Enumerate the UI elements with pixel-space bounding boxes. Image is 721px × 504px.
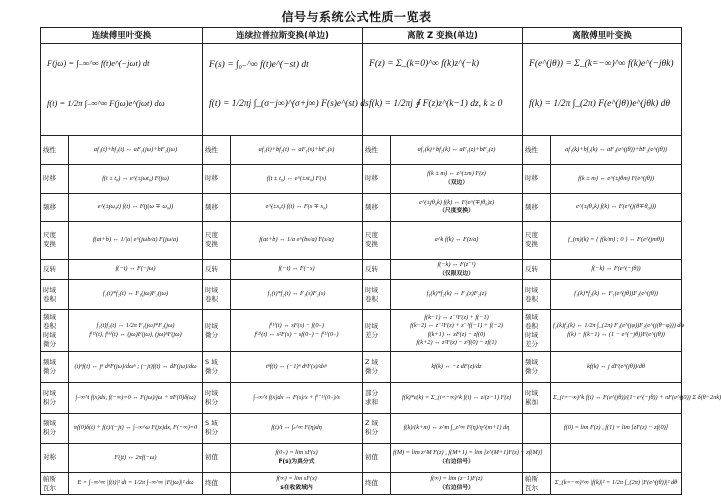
property-name-line: 时域 bbox=[43, 330, 56, 339]
property-name-line: 频移 bbox=[43, 202, 56, 211]
property-name bbox=[523, 443, 551, 473]
property-name bbox=[203, 165, 231, 194]
formula-line: f(k+1) ↔ zF(z) − zf(0) bbox=[427, 330, 486, 338]
property-formula bbox=[69, 165, 203, 194]
property-formula bbox=[231, 259, 363, 280]
property-name-line: 初值 bbox=[365, 453, 379, 462]
formula-line: f(t ± t₀) ↔ e^(±st₀) F(s) bbox=[266, 174, 327, 182]
formula-line: af₁(t)+bf₂(t) ↔ aF₁(jω)+bF₂(jω) bbox=[93, 145, 178, 153]
formula-line: kf(k) ↔ −z dF(z)/dz bbox=[431, 362, 482, 370]
formula-note: （双边） bbox=[444, 179, 469, 186]
formula-line: af₁(k)+bf₂(k) ↔ aF₁(e^(jθ))+bF₂(e^(jθ)) bbox=[565, 145, 667, 153]
header-z-transform: 离散 Z 变换(单边) bbox=[363, 28, 523, 44]
formula-line: πf(0)δ(t) + f(t)/(−jt) ↔ ∫₋∞^ω F(jx)dx, F(−∞)=0 bbox=[73, 423, 198, 431]
property-name-line: 微分 bbox=[205, 330, 219, 339]
property-name bbox=[523, 259, 551, 280]
property-row bbox=[41, 383, 682, 414]
property-name bbox=[363, 352, 391, 383]
property-name bbox=[203, 473, 231, 495]
property-name bbox=[523, 309, 551, 351]
property-formula bbox=[551, 280, 682, 310]
formula-line: Σ_(i=−∞)^k f(i) ↔ F(e^(jθ))/(1−e^(−jθ)) + πF(e^(j0)) Σ δ(θ−2πk) bbox=[553, 393, 721, 401]
property-name-line: 频移 bbox=[205, 202, 219, 211]
property-name-line: 部分 bbox=[365, 388, 379, 397]
formula-line: f(k−2) ↔ z⁻²F(z) + z⁻¹f(−1) + f(−2) bbox=[410, 322, 503, 330]
property-name-line: 卷积 bbox=[525, 294, 539, 303]
property-formula bbox=[231, 473, 363, 495]
property-name bbox=[363, 259, 391, 280]
formula-line: f(at+b) ↔ 1/a e^(bs/a) F(s/a) bbox=[259, 236, 334, 244]
property-formula bbox=[69, 193, 203, 222]
formula-line: f(t)/t ↔ ∫ₛ^∞ F(η)dη bbox=[271, 423, 322, 431]
property-formula bbox=[231, 383, 363, 414]
property-name-line: 频域 bbox=[43, 358, 56, 367]
property-formula bbox=[231, 352, 363, 383]
property-formula bbox=[551, 165, 682, 194]
property-formula bbox=[231, 193, 363, 222]
property-name bbox=[41, 309, 69, 351]
property-formula bbox=[551, 413, 682, 443]
formula-line: f(k−1) ↔ z⁻¹F(z) + f(−1) bbox=[424, 313, 489, 321]
formula-line: f(∞) = lim (z−1)F(z) bbox=[430, 475, 483, 483]
formula-line: f(t ± t₀) ↔ e^(±jωt₀) F(jω) bbox=[102, 174, 169, 182]
property-name-line: 变换 bbox=[525, 240, 539, 249]
property-name-line: 帕斯 bbox=[525, 474, 539, 483]
property-name-line: 时域 bbox=[205, 285, 219, 294]
formula-line: f₁(k)*f₂(k) ↔ F₁(z)F₂(z) bbox=[426, 290, 487, 298]
property-name-line: 尺度 bbox=[365, 231, 379, 240]
property-name bbox=[523, 352, 551, 383]
property-name-line: 积分 bbox=[205, 397, 219, 406]
formula-line: f(−t) ↔ F(−s) bbox=[278, 265, 315, 273]
header-laplace: 连续拉普拉斯变换(单边) bbox=[203, 28, 363, 44]
property-name-line: 时域 bbox=[43, 388, 56, 397]
formula-line: (t)ⁿf(t) ↔ jⁿ dⁿF(jω)/dωⁿ ; (−jt)f(t) ↔ dF(jω)/dω bbox=[74, 362, 197, 370]
formula-line: f(k) − f(k−1) ↔ (1 − e^(−jθ))F(e^(jθ)) bbox=[567, 330, 665, 338]
inverse-transform-formula: f(k) = 1/2π ∫_(2π) F(e^(jθ))e^(jθk) dθ bbox=[529, 98, 671, 109]
property-row bbox=[41, 309, 682, 351]
property-name bbox=[523, 222, 551, 260]
property-name-line: 瓦尔 bbox=[43, 483, 56, 492]
formula-line: af₁(t)+bf₂(t) ↔ aF₁(s)+bF₂(s) bbox=[258, 145, 335, 153]
definition-z-transform bbox=[363, 43, 523, 135]
property-formula bbox=[231, 222, 363, 260]
formula-line: f₁(k)f₂(k) ↔ 1/2π ∫_(2π) F₁(e^(jφ))F₂(e^(j(θ−φ))) dφ bbox=[553, 322, 685, 330]
property-row bbox=[41, 259, 682, 280]
formula-line: f₁(t)*f₂(t) ↔ F₁(jω)F₂(jω) bbox=[102, 290, 169, 298]
property-name-line: 线性 bbox=[365, 145, 379, 154]
property-name-line: 尺度 bbox=[43, 231, 56, 240]
property-name-line: 频移 bbox=[365, 202, 379, 211]
property-name bbox=[363, 473, 391, 495]
property-name-line: 终值 bbox=[205, 479, 219, 488]
property-name-line: 尺度 bbox=[205, 231, 219, 240]
property-name bbox=[523, 193, 551, 222]
property-name bbox=[41, 413, 69, 443]
property-row bbox=[41, 352, 682, 383]
property-name bbox=[363, 136, 391, 165]
property-name-line: 积分 bbox=[365, 428, 379, 437]
property-row bbox=[41, 222, 682, 260]
property-formula bbox=[551, 136, 682, 165]
formula-line: ∫₋∞^t f(x)dx, f(−∞)=0 ↔ F(jω)/jω + πF(0)δ(ω) bbox=[75, 393, 196, 401]
property-name-line: 微分 bbox=[43, 339, 56, 348]
formula-line: af₁(k)+bf₂(k) ↔ aF₁(z)+bF₂(z) bbox=[417, 145, 496, 153]
forward-transform-formula: F(e^(jθ)) = Σ_(k=−∞)^∞ f(k)e^(−jθk) bbox=[529, 58, 674, 69]
property-name bbox=[41, 165, 69, 194]
property-name bbox=[41, 136, 69, 165]
inverse-transform-formula: f(k) = 1/2πj ∮ F(z)z^(k−1) dz, k ≥ 0 bbox=[369, 99, 503, 110]
property-name-line: 终值 bbox=[365, 479, 379, 488]
property-name-line: 卷积 bbox=[43, 321, 56, 330]
definition-laplace bbox=[203, 43, 369, 135]
property-name bbox=[41, 473, 69, 495]
property-name-line: 尺度 bbox=[525, 231, 539, 240]
property-name-line: 时域 bbox=[365, 321, 379, 330]
property-formula bbox=[391, 136, 523, 165]
property-name bbox=[363, 280, 391, 310]
formula-line: f₁(t)f₂(t) ↔ 1/2π F₁(jω)*F₂(jω) bbox=[96, 322, 175, 330]
property-name-line: 频移 bbox=[525, 202, 539, 211]
formula-note: （仅限双边） bbox=[439, 270, 474, 277]
inverse-transform-formula: f(t) = 1/2π ∫₋∞^∞ F(jω)e^(jωt) dω bbox=[47, 98, 165, 109]
property-name-line: 积分 bbox=[43, 397, 56, 406]
property-formula bbox=[69, 280, 203, 310]
property-name bbox=[203, 136, 231, 165]
property-name bbox=[41, 222, 69, 260]
property-name-line: 积分 bbox=[43, 428, 56, 437]
formula-line: F(jt) ↔ 2πf(−ω) bbox=[114, 453, 157, 461]
property-row bbox=[41, 165, 682, 194]
property-name-line: 微分 bbox=[525, 367, 539, 376]
definition-discrete-fourier bbox=[523, 43, 682, 135]
formula-line: e^(±jω₀t) f(t) ↔ F(j(ω ∓ ω₀)) bbox=[97, 203, 174, 211]
property-name-line: 线性 bbox=[205, 145, 219, 154]
property-name bbox=[203, 193, 231, 222]
property-name-line: 时域 bbox=[205, 321, 219, 330]
formula-line: f(−t) ↔ F(−jω) bbox=[115, 265, 156, 273]
property-name-line: 积分 bbox=[205, 428, 219, 437]
forward-transform-formula: F(jω) = ∫₋∞^∞ f(t)e^(−jωt) dt bbox=[47, 58, 150, 69]
property-name bbox=[363, 413, 391, 443]
property-name bbox=[203, 309, 231, 351]
property-formula bbox=[391, 309, 523, 351]
property-row bbox=[41, 280, 682, 310]
property-name-line: 时域 bbox=[525, 285, 539, 294]
formula-line: ∫₋∞^t f(x)dx ↔ F(s)/s + f⁽⁻¹⁾(0₋)/s bbox=[253, 393, 340, 401]
header-discrete-fourier: 离散傅里叶变换 bbox=[523, 28, 682, 44]
property-name bbox=[363, 193, 391, 222]
property-name bbox=[203, 383, 231, 414]
inverse-transform-formula: f(t) = 1/2πj ∫_(σ−j∞)^(σ+j∞) F(s)e^(st) ds bbox=[209, 99, 369, 110]
property-formula bbox=[551, 383, 721, 414]
property-row bbox=[41, 413, 682, 443]
formula-line: f(−k) ↔ F(z⁻¹) bbox=[437, 261, 476, 268]
property-name-line: 频域 bbox=[43, 419, 56, 428]
formula-line: e^(±jθ₀k) f(k) ↔ F(e^(j(θ∓θ₀))) bbox=[576, 203, 657, 211]
property-name bbox=[363, 222, 391, 260]
property-name-line: 时域 bbox=[365, 285, 379, 294]
property-name-line: Z 域 bbox=[365, 419, 379, 428]
property-formula bbox=[551, 352, 682, 383]
property-formula bbox=[231, 413, 363, 443]
property-name bbox=[203, 352, 231, 383]
property-formula bbox=[69, 259, 203, 280]
formula-line: f(−k) ↔ F(e^(−jθ)) bbox=[591, 265, 641, 273]
property-formula bbox=[69, 383, 203, 414]
forward-transform-formula: F(s) = ∫₀₋^∞ f(t)e^(−st) dt bbox=[209, 59, 309, 70]
property-name-line: 变换 bbox=[365, 240, 379, 249]
property-name bbox=[363, 443, 391, 473]
property-formula bbox=[551, 259, 682, 280]
property-name-line: 差分 bbox=[525, 339, 539, 348]
forward-transform-formula: F(z) = Σ_(k=0)^∞ f(k)z^(−k) bbox=[369, 58, 480, 69]
property-name bbox=[41, 193, 69, 222]
formula-line: E = ∫₋∞^∞ |f(t)|² dt = 1/2π ∫₋∞^∞ |F(jω)|² dω bbox=[77, 479, 194, 487]
formula-line: f(0₊) = lim sF(s) bbox=[275, 449, 318, 457]
formula-line: f(0) = lim F(z) , f(1) = lim [zF(z) − zf(0)] bbox=[563, 423, 669, 431]
property-name bbox=[523, 165, 551, 194]
property-name-line: 卷积 bbox=[525, 321, 539, 330]
property-name bbox=[523, 136, 551, 165]
property-name-line: 对称 bbox=[43, 453, 56, 462]
property-formula bbox=[69, 352, 203, 383]
property-name-line: 累加 bbox=[525, 397, 539, 406]
formula-line: f(k)/(k+m) ↔ z^m ∫_z^∞ F(η)/η^(m+1) dη bbox=[403, 423, 510, 431]
property-row bbox=[41, 473, 682, 495]
property-name-line: 频域 bbox=[525, 358, 539, 367]
property-name-line: 差分 bbox=[365, 330, 379, 339]
property-name-line: S 域 bbox=[205, 419, 218, 428]
formula-line: f(M) = lim z^M F(z) , f(M+1) = lim [z^(M+1)F(z) − zf(M)] bbox=[393, 449, 543, 457]
property-row bbox=[41, 136, 682, 165]
formula-note: （右边信号） bbox=[439, 484, 474, 491]
property-name bbox=[41, 280, 69, 310]
property-name-line: 时域 bbox=[525, 330, 539, 339]
property-name-line: 变换 bbox=[205, 240, 219, 249]
formula-line: f(at+b) ↔ 1/|a| e^(jωb/a) F(jω/a) bbox=[92, 236, 179, 244]
property-name bbox=[41, 383, 69, 414]
property-name-line: 时移 bbox=[365, 174, 379, 183]
property-formula bbox=[551, 309, 685, 351]
formula-note: （尺度变换） bbox=[439, 208, 474, 215]
formula-line: f_(m)(k) = { f(k/m) ; 0 } ↔ F(e^(jmθ)) bbox=[567, 236, 665, 244]
property-name-line: 初值 bbox=[205, 453, 219, 462]
property-name-line: 卷积 bbox=[205, 294, 219, 303]
property-name-line: 时移 bbox=[205, 174, 219, 183]
property-name bbox=[523, 413, 551, 443]
property-formula bbox=[391, 222, 523, 260]
formula-line: f(k ± m) ↔ z^(±m) F(z) bbox=[427, 170, 486, 178]
property-formula bbox=[551, 193, 682, 222]
property-formula bbox=[69, 443, 203, 473]
property-formula bbox=[551, 443, 682, 473]
property-name-line: 频域 bbox=[525, 312, 539, 321]
property-formula bbox=[391, 383, 523, 414]
property-name-line: 线性 bbox=[43, 145, 56, 154]
property-formula bbox=[391, 259, 523, 280]
formula-note: F(s)为真分式 bbox=[278, 458, 315, 465]
property-formula bbox=[69, 222, 203, 260]
property-row bbox=[41, 443, 682, 473]
formula-line: f(k)*ε(k) = Σ_(i=−∞)^k f(i) ↔ z/(z−1) F(z) bbox=[402, 393, 512, 401]
property-name bbox=[41, 352, 69, 383]
property-name bbox=[203, 413, 231, 443]
property-name bbox=[41, 259, 69, 280]
property-formula bbox=[551, 473, 682, 495]
formula-note: s在收敛域内 bbox=[280, 484, 313, 491]
property-name-line: 时移 bbox=[525, 174, 539, 183]
formula-note: （右边信号） bbox=[439, 458, 474, 465]
property-name-line: 反转 bbox=[525, 265, 539, 273]
property-name bbox=[523, 383, 551, 414]
formula-line: f(∞) = lim sF(s) bbox=[276, 475, 317, 483]
formula-table bbox=[40, 27, 721, 495]
formula-line: a^k f(k) ↔ F(z/a) bbox=[434, 236, 479, 244]
property-name-line: 反转 bbox=[43, 265, 56, 273]
formula-line: f₁(k)*f₂(k) ↔ F₁(e^(jθ))F₂(e^(jθ)) bbox=[574, 290, 658, 298]
formula-line: kf(k) ↔ j dF(e^(jθ))/dθ bbox=[587, 362, 646, 370]
property-name bbox=[523, 473, 551, 495]
property-formula bbox=[231, 165, 363, 194]
property-formula bbox=[391, 352, 523, 383]
property-name-line: 频域 bbox=[43, 312, 56, 321]
property-formula bbox=[231, 280, 363, 310]
property-formula bbox=[391, 193, 523, 222]
property-name-line: S 域 bbox=[205, 358, 218, 367]
property-formula bbox=[69, 413, 203, 443]
property-formula bbox=[391, 165, 523, 194]
formula-line: f₁(t)*f₂(t) ↔ F₁(s)F₂(s) bbox=[267, 290, 326, 298]
property-name-line: 线性 bbox=[525, 145, 539, 154]
property-name-line: 卷积 bbox=[365, 294, 379, 303]
definition-row bbox=[41, 43, 682, 135]
property-name-line: Z 域 bbox=[365, 358, 379, 367]
page-title: 信号与系统公式性质一览表 bbox=[281, 10, 432, 24]
property-name-line: 时移 bbox=[43, 174, 56, 183]
property-formula bbox=[231, 309, 363, 351]
definition-continuous-fourier bbox=[41, 43, 203, 135]
property-formula bbox=[69, 136, 203, 165]
property-name-line: 瓦尔 bbox=[525, 483, 539, 492]
property-formula bbox=[391, 280, 523, 310]
property-name-line: 求和 bbox=[365, 397, 379, 406]
property-formula bbox=[231, 136, 363, 165]
property-name-line: 微分 bbox=[43, 367, 56, 376]
property-name bbox=[363, 165, 391, 194]
formula-line: f(k+2) ↔ z²F(z) − z²f(0) − zf(1) bbox=[416, 339, 497, 347]
property-formula bbox=[391, 473, 523, 495]
formula-line: f⁽²⁾(t) ↔ s²F(s) − sf(0₋) − f⁽¹⁾(0₋) bbox=[254, 330, 339, 338]
property-name bbox=[203, 443, 231, 473]
property-name-line: 微分 bbox=[365, 367, 379, 376]
formula-line: f⁽¹⁾(t), f⁽ⁿ⁾(t) ↔ (jω)F(jω), (jω)ⁿF(jω) bbox=[89, 330, 182, 338]
property-formula bbox=[391, 443, 543, 473]
property-name-line: 反转 bbox=[205, 265, 219, 273]
property-name bbox=[523, 280, 551, 310]
property-name-line: 变换 bbox=[43, 240, 56, 249]
formula-line: Σ_(k=−∞)^∞ |f(k)|² = 1/2π ∫_(2π) |F(e^(jθ))|² dθ bbox=[554, 479, 678, 487]
header-row bbox=[41, 28, 682, 44]
property-name-line: 卷积 bbox=[43, 294, 56, 303]
property-name bbox=[41, 443, 69, 473]
formula-line: tⁿf(t) ↔ (−1)ⁿ dⁿF(s)/dsⁿ bbox=[266, 362, 327, 370]
property-name-line: 帕斯 bbox=[43, 474, 56, 483]
formula-line: e^(±jθ₀k) f(k) ↔ F(e^(∓jθ₀)z) bbox=[418, 198, 495, 206]
property-name bbox=[203, 222, 231, 260]
property-name bbox=[203, 280, 231, 310]
property-name-line: 时域 bbox=[525, 388, 539, 397]
property-formula bbox=[391, 413, 523, 443]
formula-line: e^(±s₀t) f(t) ↔ F(s ∓ s₀) bbox=[265, 203, 328, 211]
property-name bbox=[363, 383, 391, 414]
property-name-line: 时域 bbox=[43, 285, 56, 294]
header-continuous-fourier: 连续傅里叶变换 bbox=[41, 28, 203, 44]
property-name bbox=[203, 259, 231, 280]
property-formula bbox=[231, 443, 363, 473]
property-formula bbox=[69, 309, 203, 351]
property-formula bbox=[69, 473, 203, 495]
formula-line: f⁽¹⁾(t) ↔ sF(s) − f(0₋) bbox=[269, 322, 324, 330]
property-formula bbox=[551, 222, 682, 260]
property-name-line: 微分 bbox=[205, 367, 219, 376]
property-name bbox=[363, 309, 391, 351]
property-row bbox=[41, 193, 682, 222]
property-name-line: 反转 bbox=[365, 265, 379, 273]
formula-line: f(k ± m) ↔ e^(±jθm) F(e^(jθ)) bbox=[578, 174, 654, 182]
property-name-line: 时域 bbox=[205, 388, 219, 397]
